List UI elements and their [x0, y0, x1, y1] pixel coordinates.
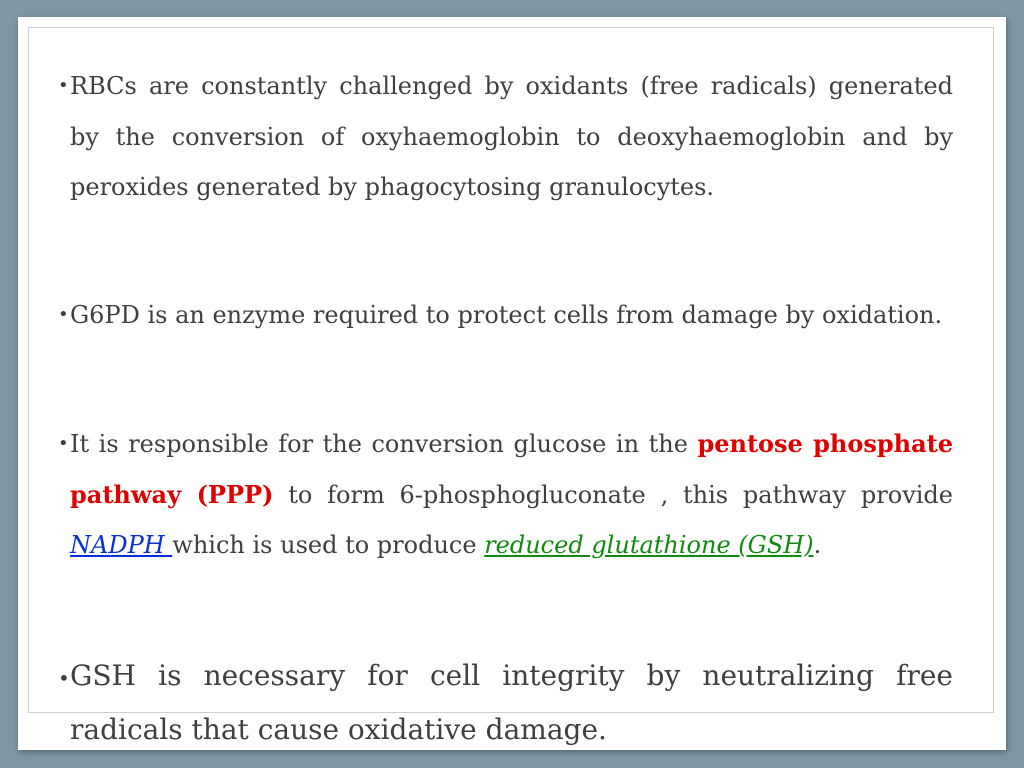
bullet-text-part: to form 6-phosphogluconate , this pathway provide [273, 480, 953, 509]
bullet-icon: • [58, 304, 69, 325]
bullet-icon: • [58, 433, 69, 454]
bullet-text: GSH is necessary for cell integrity by neutralizing free radicals that cause oxidative damage. [70, 659, 953, 746]
bullet-item-rbcs [58, 61, 953, 213]
bullet-item-gsh [58, 649, 953, 750]
slide [18, 17, 1006, 750]
bullet-text: RBCs are constantly challenged by oxidants (free radicals) generated by the conversion of oxyhaemoglobin to deoxyhaemoglobin and by peroxides generated by phagocytosing granulocytes. [70, 72, 953, 201]
bullet-item-ppp [58, 419, 953, 571]
bullet-item-g6pd [58, 290, 953, 341]
bullet-text-part: which is used to produce [172, 531, 485, 559]
bullet-text: G6PD is an enzyme required to protect cells from damage by oxidation. [70, 301, 943, 329]
ppp-highlight: pentose phosphate pathway (PPP) [70, 429, 953, 509]
bullet-icon: • [58, 75, 69, 96]
bullet-text-part: . [813, 531, 822, 559]
bullet-icon: • [58, 666, 70, 690]
gsh-link[interactable]: reduced glutathione (GSH) [484, 531, 814, 559]
nadph-link[interactable]: NADPH [70, 531, 173, 559]
bullet-text-part: It is responsible for the conversion glucose in the [70, 430, 698, 458]
